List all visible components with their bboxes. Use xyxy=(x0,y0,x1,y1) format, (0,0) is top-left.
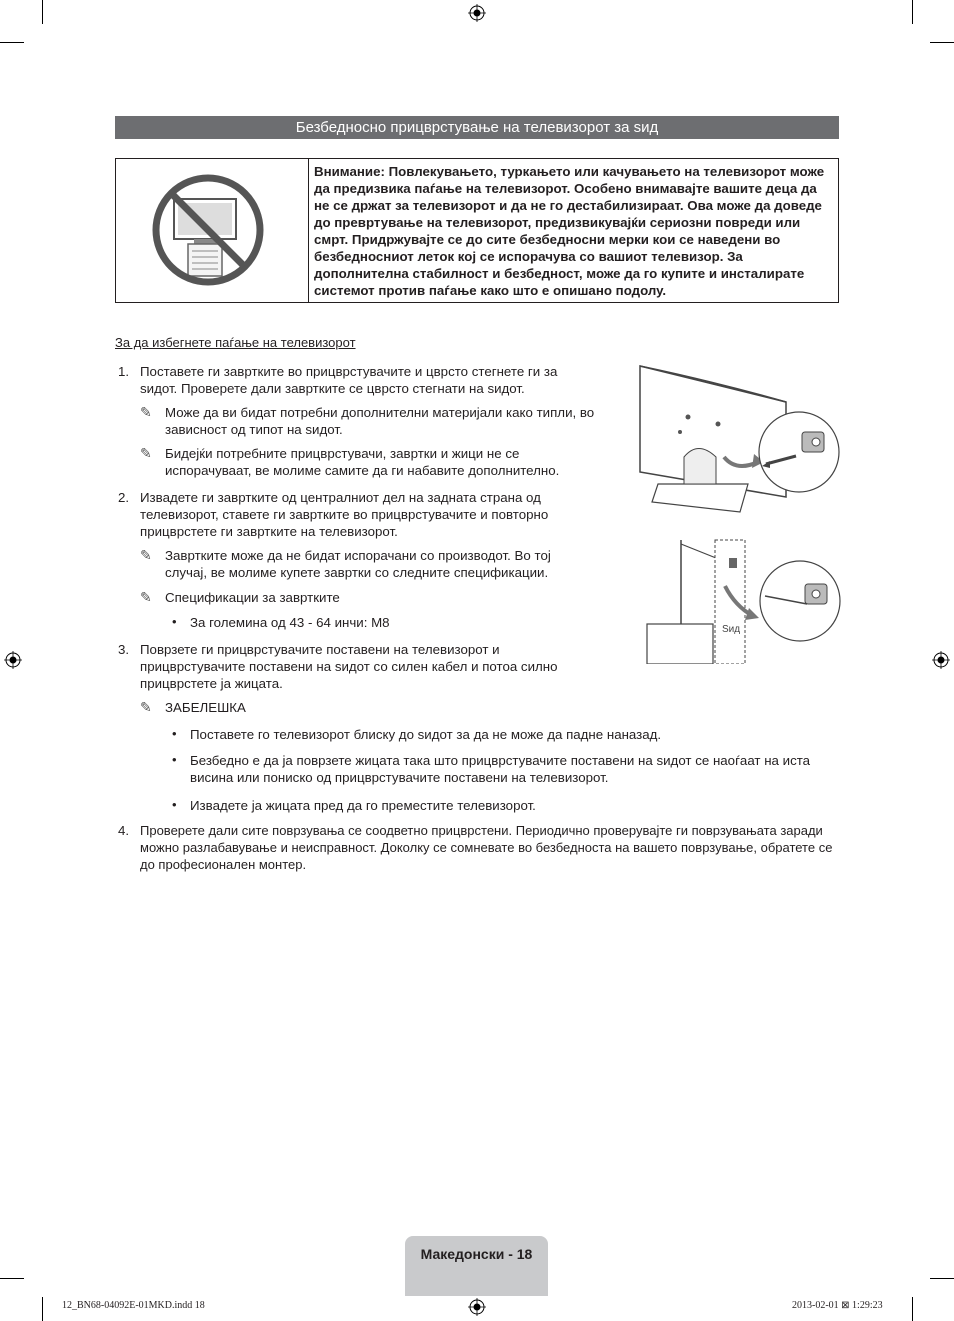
crop-mark xyxy=(912,0,913,24)
crop-mark xyxy=(42,1297,43,1321)
step-text: Проверете дали сите поврзувања се соодветно прицврстени. Периодично проверувајте ги поврзувањата заради можно разлабавување и неисправност. Доколку се сомневате во безбедноста на вашето поврзување, обратете се до професионален монтер. xyxy=(140,823,833,872)
registration-mark-icon xyxy=(468,4,486,22)
note-text: Спецификации за завртките xyxy=(165,590,340,605)
subheading: За да избегнете паѓање на телевизорот xyxy=(115,335,356,350)
bullet-text: Безбедно е да ја поврзете жицата така што прицврстувачите поставени на ѕидот се наоѓаат на иста висина или пониско од прицврстувачите поставени на телевизорот. xyxy=(190,753,811,785)
wall-label: Ѕид xyxy=(722,624,741,635)
bullet-icon: • xyxy=(172,614,177,629)
note-icon: ✎ xyxy=(140,445,152,461)
note-icon: ✎ xyxy=(140,699,152,715)
bullet-text: Извадете ја жицата пред да го преместите телевизорот. xyxy=(190,798,536,813)
note-text: Бидејќи потребните прицврстувачи, завртки и жици не се испорачуваат, ве молиме самите да ги набавите дополнително. xyxy=(165,446,560,478)
bullet-text: Поставете го телевизорот блиску до ѕидот за да не може да падне наназад. xyxy=(190,727,662,742)
step-text: Поврзете ги прицврстувачите поставени на телевизорот и прицврстувачите поставени на ѕидот со силен кабел и потоа силно прицврстете ја жицата. xyxy=(140,642,558,691)
crop-mark xyxy=(42,0,43,24)
registration-mark-icon xyxy=(468,1298,486,1316)
step-text: Поставете ги завртките во прицврстувачите и цврсто стегнете ги за ѕидот. Проверете дали завртките се цврсто стегнати на ѕидот. xyxy=(140,364,558,396)
warning-image-cell xyxy=(116,159,309,302)
wall-connection-illustration xyxy=(645,536,841,664)
crop-mark xyxy=(0,42,24,43)
note-text: Може да ви бидат потребни дополнителни материјали како типли, во зависност од типот на ѕидот. xyxy=(165,405,595,437)
bullet-text: За големина од 43 - 64 инчи: M8 xyxy=(190,615,390,630)
note-text: Завртките може да не бидат испорачани со производот. Во тој случај, ве молиме купете завртки со следните спецификации. xyxy=(165,548,551,580)
section-title: Безбедносно прицврстување на телевизорот за ѕид xyxy=(115,116,839,139)
step-number: 1. xyxy=(118,364,130,379)
crop-mark xyxy=(0,1278,24,1279)
page-tab xyxy=(405,1236,548,1296)
bullet-icon: • xyxy=(172,726,177,741)
step-number: 2. xyxy=(118,490,130,505)
step-number: 3. xyxy=(118,642,130,657)
bullet-icon: • xyxy=(172,752,177,767)
warning-text: Внимание: Повлекувањето, туркањето или качувањето на телевизорот може да предизвика паѓање на телевизорот. Особено внимавајте вашите деца да не се држат за телевизорот и да не го дестабилизираат. Ова може да доведе до превртување на телевизорот, предизвикувајќи сериозни повреди или смрт. Придржувајте се до сите безбедносни мерки кои се наведени во безбедносниот леток кој се испорачува со вашиот телевизор. За дополнителна стабилност и безбедност, може да го купите и инсталирате системот против паѓање како што е опишано подолу. xyxy=(314,164,825,298)
step-number: 4. xyxy=(118,823,130,838)
no-climbing-tv-icon xyxy=(116,159,308,302)
footer-file-name: 12_BN68-04092E-01MKD.indd 18 xyxy=(62,1300,205,1311)
warning-box xyxy=(115,158,839,303)
registration-mark-icon xyxy=(932,651,950,669)
note-icon: ✎ xyxy=(140,404,152,420)
registration-mark-icon xyxy=(4,651,22,669)
note-icon: ✎ xyxy=(140,589,152,605)
note-label: ЗАБЕЛЕШКА xyxy=(165,700,246,715)
footer-timestamp: 2013-02-01 ⊠ 1:29:23 xyxy=(792,1300,883,1311)
crop-mark xyxy=(930,1278,954,1279)
bullet-icon: • xyxy=(172,797,177,812)
step-text: Извадете ги завртките од централниот дел на задната страна од телевизорот, ставете ги завртките во прицврстувачите и повторно прицврстете ги завртките на телевизорот. xyxy=(140,490,549,539)
crop-mark xyxy=(930,42,954,43)
page-number-label: Македонски - 18 xyxy=(420,1246,533,1262)
tv-back-bracket-illustration xyxy=(636,362,841,522)
crop-mark xyxy=(912,1297,913,1321)
note-icon: ✎ xyxy=(140,547,152,563)
